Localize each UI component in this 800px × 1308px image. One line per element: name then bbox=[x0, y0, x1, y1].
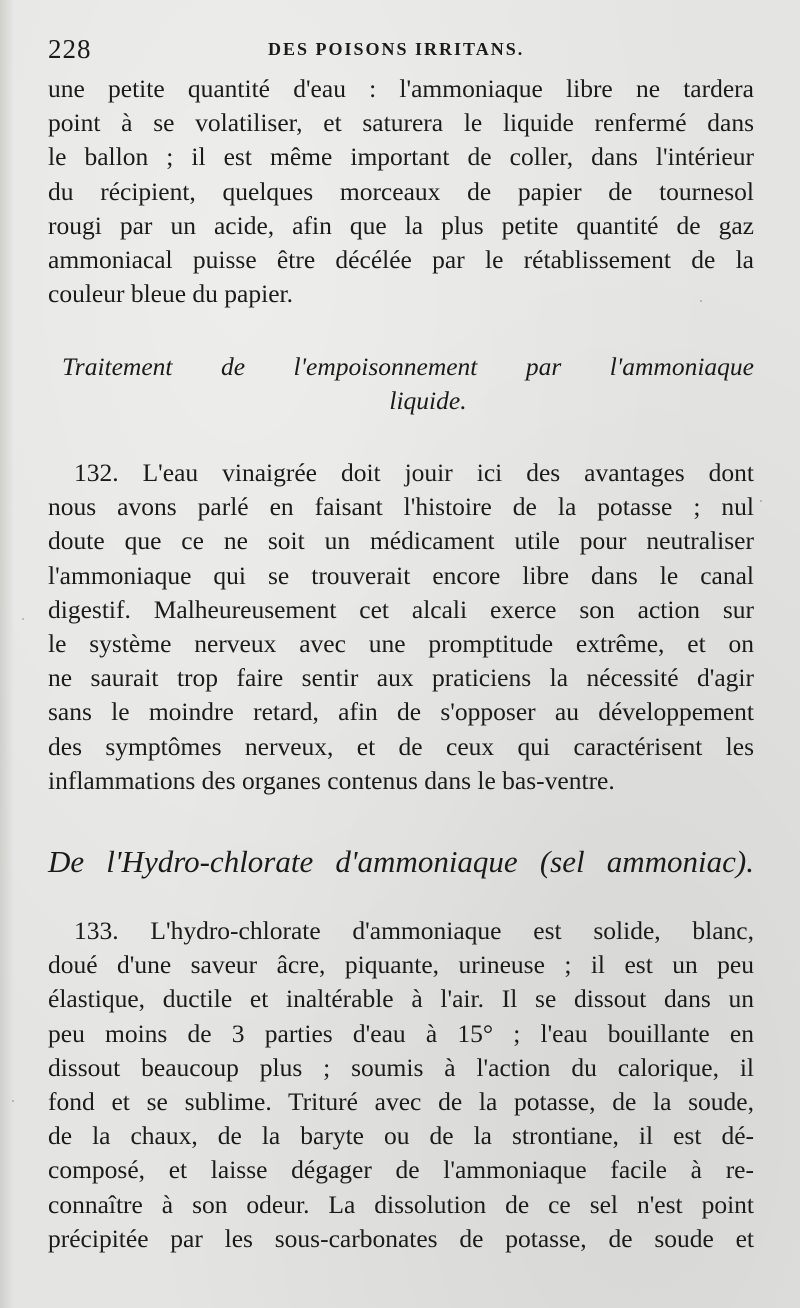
text-line: ne saurait trop faire sentir aux praticiens la nécessité d'agir bbox=[48, 663, 754, 693]
section-title-line: Traitement de l'empoisonnement par l'ammoniaque bbox=[62, 352, 754, 381]
paragraph-intro bbox=[48, 72, 754, 311]
text-line: inflammations des organes contenus dans le bas-ventre. bbox=[48, 765, 615, 795]
text-line: 132. L'eau vinaigrée doit jouir ici des avantages dont bbox=[74, 458, 754, 487]
paper-speck bbox=[700, 300, 702, 302]
text-line: digestif. Malheureusement cet alcali exerce son action sur bbox=[48, 594, 754, 624]
section-title-treatment bbox=[62, 350, 754, 418]
page-number: 228 bbox=[48, 34, 92, 64]
running-head: DES POISONS IRRITANS. bbox=[268, 39, 525, 59]
section-title-hydrochlorate: De l'Hydro-chlorate d'ammoniaque (sel ammoniac). bbox=[48, 844, 754, 879]
section-title-line: liquide. bbox=[389, 386, 467, 415]
text-line: ammoniacal puisse être décélée par le rétablissement de la bbox=[48, 244, 754, 274]
text-line: sans le moindre retard, afin de s'opposer au développement bbox=[48, 697, 754, 727]
text-line: rougi par un acide, afin que la plus petite quantité de gaz bbox=[48, 210, 754, 240]
text-line: point à se volatiliser, et saturera le liquide renfermé dans bbox=[48, 108, 754, 138]
page-header bbox=[48, 32, 754, 62]
text-line: connaître à son odeur. La dissolution de ce sel n'est point bbox=[48, 1189, 754, 1219]
text-line: du récipient, quelques morceaux de papier de tournesol bbox=[48, 176, 754, 206]
paragraph-132 bbox=[48, 456, 754, 798]
text-line: de la chaux, de la baryte ou de la strontiane, il est dé- bbox=[48, 1121, 754, 1151]
paper-speck bbox=[760, 500, 762, 502]
text-line: fond et se sublime. Trituré avec de la potasse, de la soude, bbox=[48, 1086, 754, 1116]
text-line: dissout beaucoup plus ; soumis à l'action du calorique, il bbox=[48, 1052, 754, 1082]
paper-speck bbox=[12, 1100, 14, 1102]
paper-speck bbox=[22, 618, 24, 620]
text-line: le ballon ; il est même important de coller, dans l'intérieur bbox=[48, 142, 754, 172]
text-line: nous avons parlé en faisant l'histoire de la potasse ; nul bbox=[48, 492, 754, 522]
text-line: doué d'une saveur âcre, piquante, urineuse ; il est un peu bbox=[48, 950, 754, 980]
text-line: composé, et laisse dégager de l'ammoniaque facile à re- bbox=[48, 1155, 754, 1185]
page-edge-shadow bbox=[0, 0, 14, 1308]
text-line: doute que ce ne soit un médicament utile pour neutraliser bbox=[48, 526, 754, 556]
text-line: 133. L'hydro-chlorate d'ammoniaque est solide, blanc, bbox=[74, 916, 754, 945]
text-line: couleur bleue du papier. bbox=[48, 279, 293, 309]
paragraph-133 bbox=[48, 914, 754, 1256]
text-line: des symptômes nerveux, et de ceux qui caractérisent les bbox=[48, 731, 754, 761]
text-line: le système nerveux avec une promptitude extrême, et on bbox=[48, 628, 754, 658]
text-line: une petite quantité d'eau : l'ammoniaque libre ne tardera bbox=[48, 74, 754, 103]
text-line: précipitée par les sous-carbonates de potasse, de soude et bbox=[48, 1223, 754, 1253]
text-line: peu moins de 3 parties d'eau à 15° ; l'eau bouillante en bbox=[48, 1018, 754, 1048]
text-line: élastique, ductile et inaltérable à l'air. Il se dissout dans un bbox=[48, 984, 754, 1014]
text-line: l'ammoniaque qui se trouverait encore libre dans le canal bbox=[48, 560, 754, 590]
